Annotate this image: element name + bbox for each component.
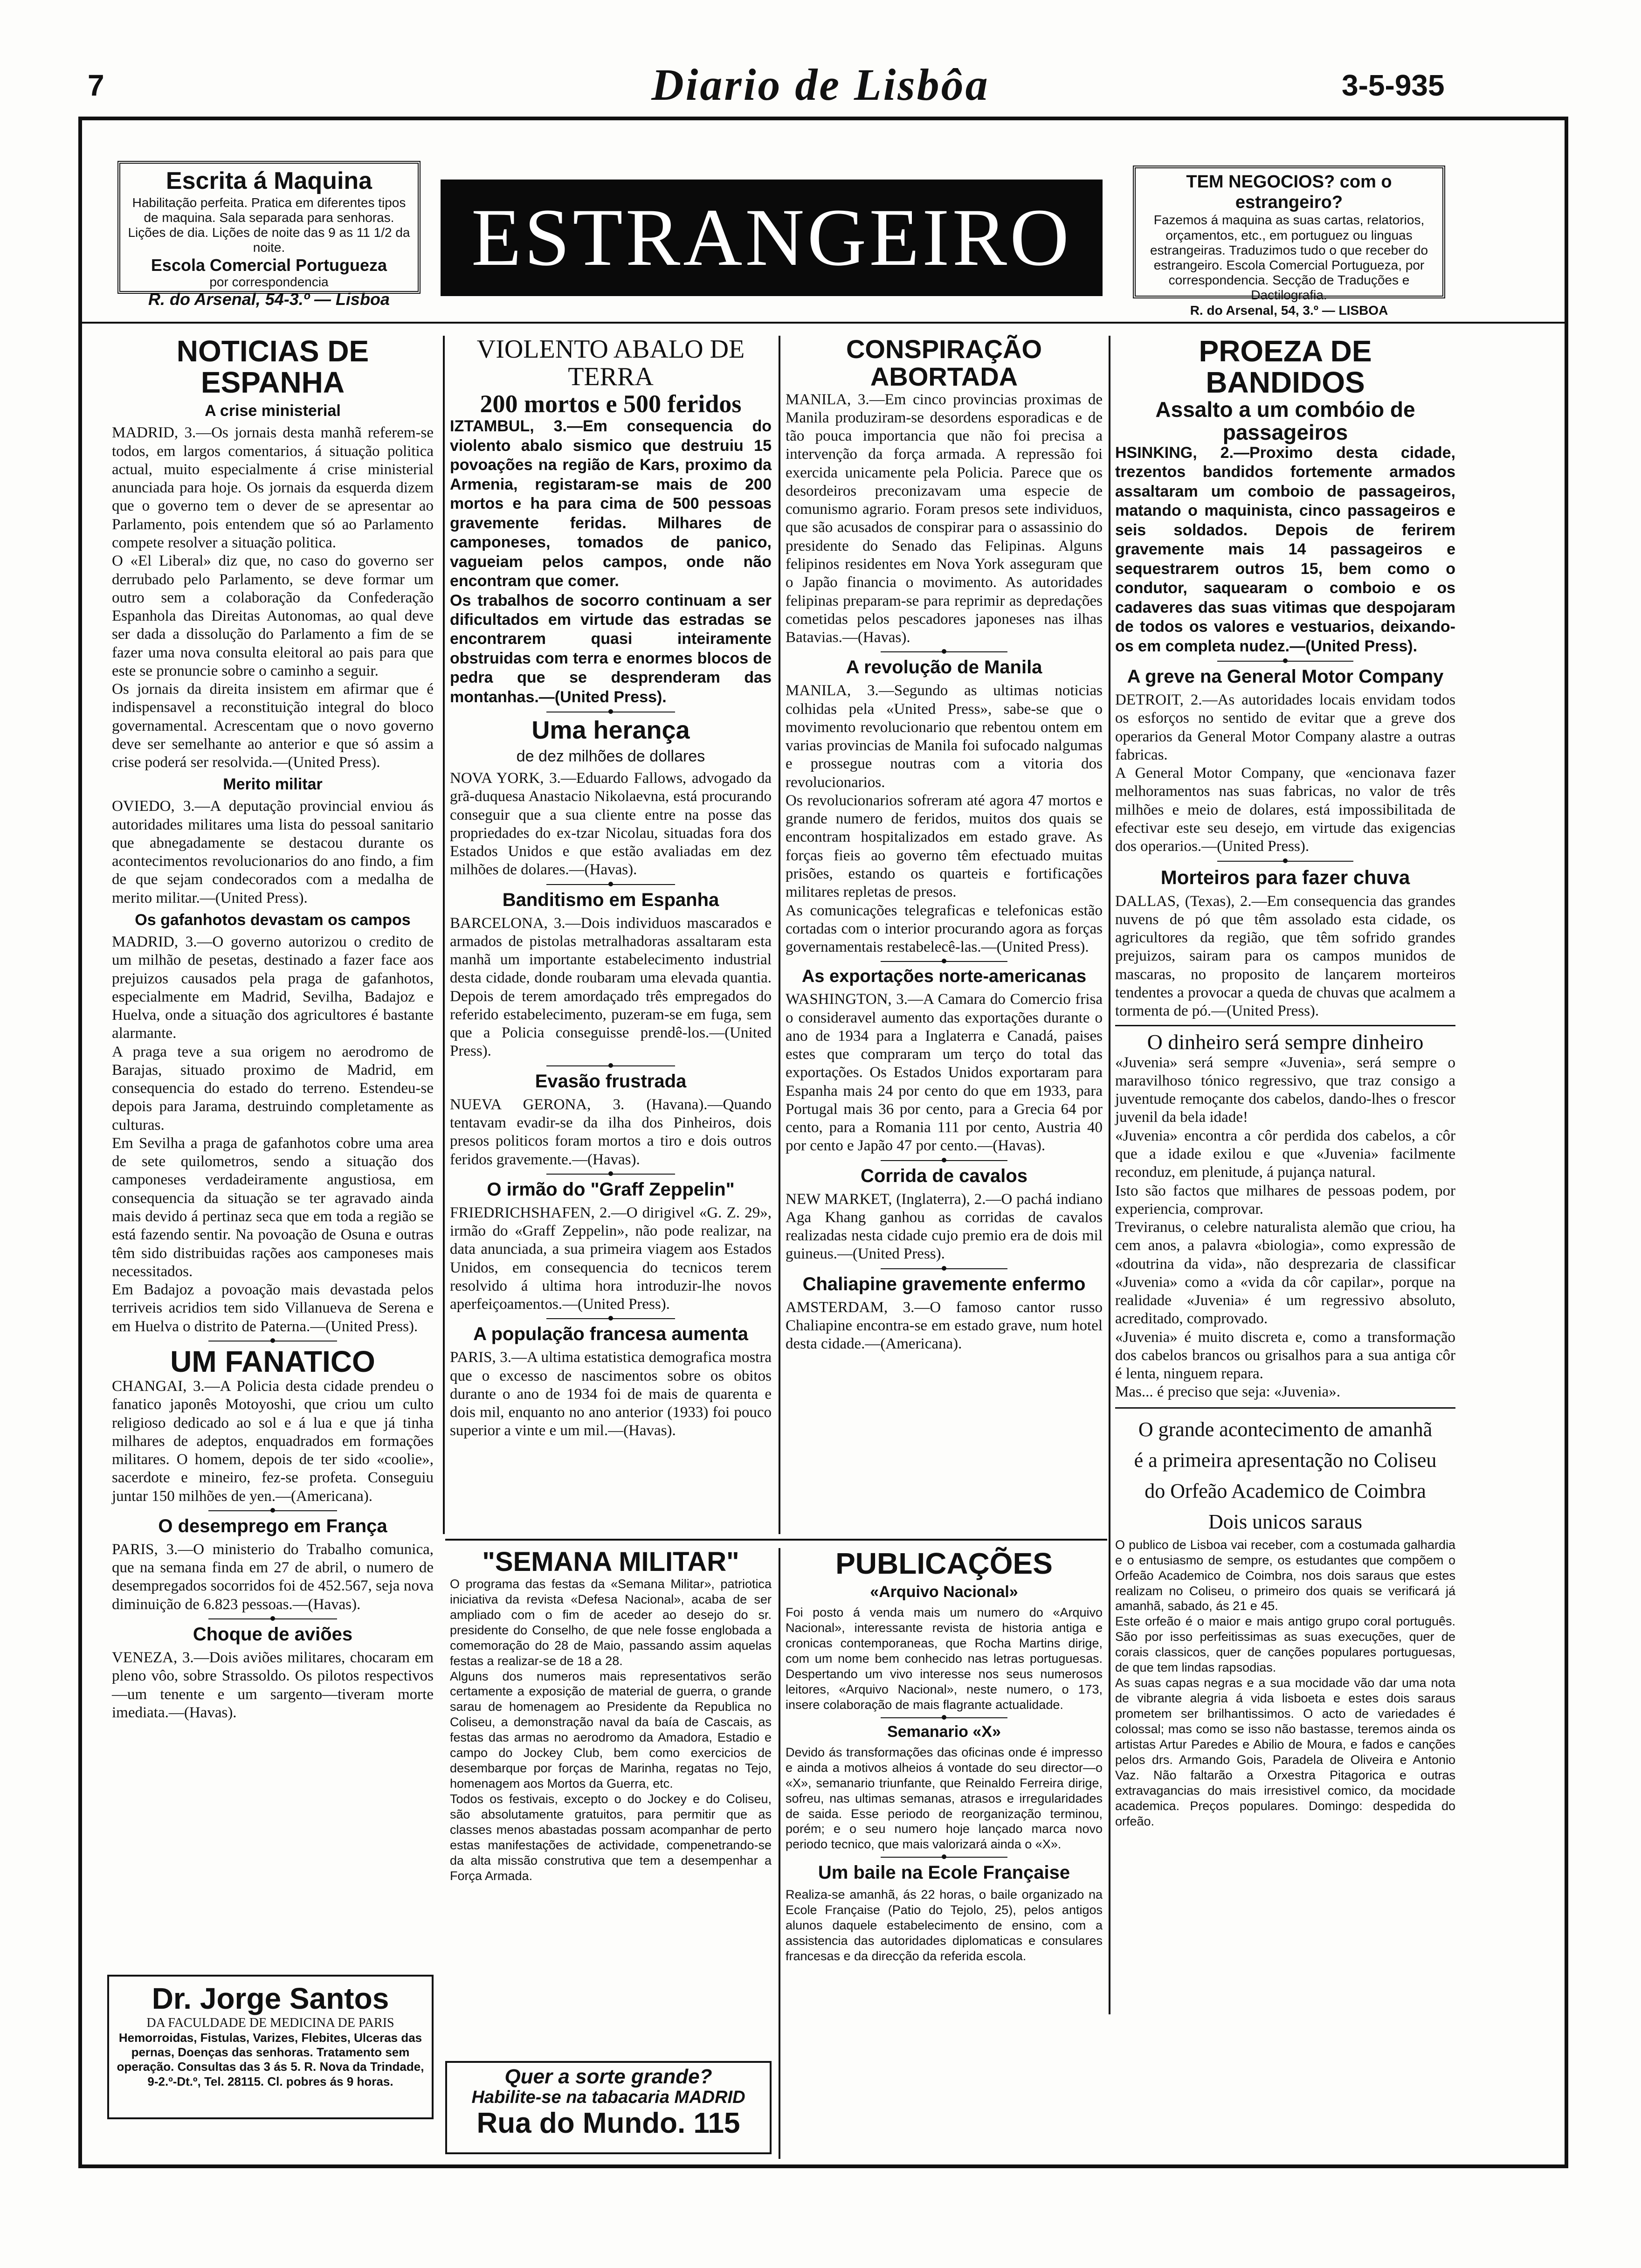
article-text: NEW MARKET, (Inglaterra), 2.—O pachá indiano Aga Khang ganhou as corridas de cavalos realizadas nesta cidade cujo premio era de dois mil guineus.—(United Press). — [786, 1190, 1103, 1263]
ad-line: Habilite-se na tabacaria MADRID — [471, 2088, 745, 2108]
column-rule — [443, 336, 445, 1534]
headline-line: do Orfeão Academico de Coimbra — [1145, 1479, 1426, 1502]
separator — [881, 1268, 1007, 1269]
headline-line: é a primeira apresentação no Coliseu — [1134, 1448, 1437, 1472]
article-text: Todos os festivais, excepto o do Jockey e do Coliseu, são absolutamente gratuitos, para permitir que as classes menos abastadas possam acompanhar de perto estas manifestações de actividade, compenetrando-se da alta missão construtiva que tem a desempenhar a Força Armada. — [450, 1792, 772, 1883]
subheadline: Semanario «X» — [887, 1722, 1001, 1741]
separator — [208, 1618, 337, 1619]
article-text: Mas... é preciso que seja: «Juvenia». — [1115, 1383, 1340, 1401]
ad-name: Dr. Jorge Santos — [152, 1982, 389, 2015]
section-rule — [445, 1539, 1107, 1541]
article-text: As comunicações telegraficas e telefonicas estão cortadas com o interior procurando agora as forças governamentais restabelecê-las.—(United Press). — [786, 902, 1103, 956]
ad-address: R. do Arsenal, 54-3.º — Lisboa — [148, 290, 390, 309]
article-text: «Juvenia» será sempre «Juvenia», será sempre o maravilhoso tónico regressivo, que traz consigo a juventude remoçante dos cabelos, dando-lhes o frescor juvenil da bela idade! — [1115, 1054, 1455, 1126]
column-rule — [779, 1548, 780, 2159]
subheadline: Chaliapine gravemente enfermo — [802, 1273, 1086, 1294]
column-earthquake — [450, 336, 772, 1534]
subheadline: Um baile na Ecole Française — [818, 1862, 1070, 1883]
ad-line: Quer a sorte grande? — [504, 2065, 712, 2088]
column-rule — [1109, 336, 1110, 2014]
article-text: CHANGAI, 3.—A Policia desta cidade prendeu o fanatico japonês Motoyoshi, que criou um culto religioso dedicado ao sol e á lua e que já tinha milhares de adeptos, enquadrados em formações militares. O homem, depois de ter sido «coolie», sacerdote e mineiro, fez-se profeta. Conseguiu juntar 150 milhões de yen.—(Americana). — [112, 1378, 434, 1505]
subheadline: Uma herança — [531, 716, 690, 745]
article-text: WASHINGTON, 3.—A Camara do Comercio frisa o consideravel aumento das exportações durante o ano de 1934 para a Inglaterra e Canadá, paises estes que compraram um terço do total das exportações. Os Estados Unidos exportaram para Espanha mais 24 por cento do que em 1933, para Portugal mais 36 por cento, para a Grecia 64 por cento, para a Romania 111 por cento, Austria 40 por cento e Japão 47 por cento.—(Havas). — [786, 991, 1103, 1155]
article-text: BARCELONA, 3.—Dois individuos mascarados e armados de pistolas metralhadoras assaltaram esta manhã um importante estabelecimento industrial desta cidade, donde roubaram uma elevada quantia. Depois de terem amordaçado três empregados do referido estabelecimento, puzeram-se em fuga, sem que a Policia conseguisse prendê-los.—(United Press). — [450, 914, 772, 1060]
article-text: Os revolucionarios sofreram até agora 47 mortos e grande numero de feridos, muitos dos quais se encontram hospitalizados em estado grave. As forças fieis ao governo têm efectuado muitas prisões, estando os quarteis e fortificações militares repletas de presos. — [786, 792, 1103, 901]
article-text: MANILA, 3.—Segundo as ultimas noticias colhidas pela «United Press», sabe-se que o movimento revolucionario que rebentou ontem em varias provincias de Manila foi sufocado nalgumas e prossegue noutras com a vitoria dos revolucionarios. — [786, 682, 1103, 791]
headline: UM FANATICO — [170, 1344, 375, 1378]
column-conspiracy — [786, 336, 1103, 1534]
subheadline: A revolução de Manila — [846, 657, 1042, 678]
headline: VIOLENTO ABALO DE TERRA — [476, 335, 745, 391]
subheadline: O irmão do "Graff Zeppelin" — [487, 1179, 735, 1200]
article-text: Em Sevilha a praga de gafanhotos cobre uma area de sete quilometros, sendo a situação dos camponeses verdadeiramente angustiosa, em consequencia da situação se ter agravado ainda mais devido á pertinaz seca que em toda a região se está fazendo sentir. Na povoação de Osuna e outras têm sido distribuidas rações aos camponeses mais necessitados. — [112, 1134, 434, 1280]
article-text: A General Motor Company, que «encionava fazer melhoramentos nas suas fabricas, no valor de três milhões e meio de dolares, está impossibilitada de efectivar este seu desejo, em virtude das exigencias dos operarios.—(United Press). — [1115, 765, 1455, 855]
section-banner: ESTRANGEIRO — [441, 180, 1103, 296]
separator — [881, 1160, 1007, 1161]
column-spain-news — [112, 336, 434, 2154]
article-text: Realiza-se amanhã, ás 22 horas, o baile organizado na Ecole Française (Patio do Tejolo, 25), pelos antigos alunos daquele estabelecimento de ensino, com a assistencia das autoridades diplomaticas e consulares francesas e da direcção da referida escola. — [786, 1888, 1103, 1964]
ad-text: Habilitação perfeita. Pratica em diferentes tipos de maquina. Sala separada para senhoras. Lições de dia. Lições de noite das 9 as 11 1/2 da noite. — [128, 195, 410, 255]
article-text: Isto são factos que milhares de pessoas podem, por experiencia, comprovar. — [1115, 1182, 1455, 1217]
subheadline: Assalto a um combóio de passageiros — [1155, 397, 1415, 444]
ad-subtitle: por correspondencia — [209, 274, 329, 289]
headline: NOTICIAS DE ESPANHA — [176, 334, 369, 400]
subheadline: A greve na General Motor Company — [1127, 666, 1444, 687]
headline: CONSPIRAÇÃO ABORTADA — [846, 334, 1042, 391]
article-lede: Os trabalhos de socorro continuam a ser dificultados em virtude das estradas se encontrarem quasi inteiramente obstruidas com terra e enormes blocos de pedra que se desprenderam das montanhas.—(United Press). — [450, 591, 772, 706]
subheadline: O dinheiro será sempre dinheiro — [1147, 1030, 1424, 1054]
article-text: Devido ás transformações das oficinas onde é impresso e ainda a motivos alheios á vontade do seu director—o «X», semanario triunfante, que Reinaldo Ferreira dirige, sofreu, nas ultimas semanas, atrasos e irregularidades de saida. Esse periodo de reorganização terminou, porém; e o seu numero hoje lançado marca novo periodo tecnico, que mais valorizará ainda o «X». — [786, 1745, 1103, 1852]
subheadline: Evasão frustrada — [535, 1071, 687, 1092]
subheadline: O desemprego em França — [158, 1515, 387, 1536]
column-rule — [779, 336, 780, 1534]
separator — [546, 1174, 675, 1175]
article-text: AMSTERDAM, 3.—O famoso cantor russo Chaliapine encontra-se em estado grave, num hotel desta cidade.—(Americana). — [786, 1299, 1103, 1353]
article-text: O publico de Lisboa vai receber, com a costumada galhardia e o entusiasmo de sempre, os estudantes que compõem o Orfeão Academico de Coimbra, nos dois saraus que estes realizam no Coliseu, o primeiro dos quais se verificará já amanhã, sabado, ás 21 e 45. — [1115, 1537, 1455, 1613]
article-text: VENEZA, 3.—Dois aviões militares, chocaram em pleno vôo, sobre Strassoldo. Os pilotos respectivos—um tenente e um sargento—tiveram morte imediata.—(Havas). — [112, 1649, 434, 1721]
article-text: PARIS, 3.—O ministerio do Trabalho comunica, que na semana finda em 27 de abril, o numero de desempregados socorridos foi de 452.567, seja nova diminuição de 6.823 pessoas.—(Havas). — [112, 1541, 434, 1613]
article-text: MADRID, 3.—Os jornais desta manhã referem-se todos, em largos comentarios, á situação politica actual, muito especialmente á crise ministerial anunciada para hoje. Os jornais da esquerda dizem que o governo tem o dever de se apresentar ao Parlamento, pois entendem que só ao Parlamento compete resolver a situação politica. — [112, 424, 434, 551]
article-text: MANILA, 3.—Em cinco provincias proximas de Manila produziram-se desordens esporadicas e de tão pouca importancia que não foi precisa a intervenção da força armada. A repressão foi exercida unicamente pela Policia. Parece que os desordeiros preconizavam uma especie de comunismo agrario. Foram presos sete individuos, que são acusados de conspirar para o assassinio do presidente do Senado das Felipinas. Alguns felipinos residentes em Nova York asseguram que o Japão financia o movimento. As autoridades felipinas preparam-se para reprimir as depredações cometidas pelos pescadores japoneses nas ilhas Batavias.—(Havas). — [786, 391, 1103, 646]
separator — [881, 961, 1007, 962]
separator — [546, 1065, 675, 1066]
ad-title: Escrita á Maquina — [165, 167, 372, 194]
divider — [1115, 1407, 1455, 1409]
divider — [1115, 1025, 1455, 1026]
article-text: O «El Liberal» diz que, no caso do governo ser derrubado pelo Parlamento, se deve formar um outro sem a colaboração da Confederação Espanhola das Direitas Autonomas, ao qual deve ser dada a dissolução do Parlamento a fim de se fazer uma nova consulta eleitoral ao pais para que este se pronuncie sobre o caminho a seguir. — [112, 553, 434, 679]
subheadline: A população francesa aumenta — [473, 1324, 748, 1345]
article-text: «Juvenia» encontra a côr perdida dos cabelos, a côr que a idade exilou e que «Juvenia» facilmente reconduz, em plenitude, á pujança natural. — [1115, 1127, 1455, 1181]
article-text: FRIEDRICHSHAFEN, 2.—O dirigivel «G. Z. 29», irmão do «Graff Zeppelin», não pode realizar, na data anunciada, a sua primeira viagem aos Estados Unidos, em consequencia do tecnicos terem resolvido á ultima hora introduzir-lhe novos aperfeiçoamentos.—(United Press). — [450, 1204, 772, 1313]
article-text: A praga teve a sua origem no aerodromo de Barajas, situado proximo de Madrid, em consequencia do estado do terreno. Estendeu-se depois para Jarama, destruindo completamente as culturas. — [112, 1043, 434, 1134]
headline-line: O grande acontecimento de amanhã — [1138, 1418, 1433, 1441]
subheadline-small: de dez milhões de dollares — [516, 747, 705, 765]
ad-school-name: Escola Comercial Portugueza — [151, 255, 387, 275]
article-text: DALLAS, (Texas), 2.—Em consequencia das grandes nuvens de pó que têm assolado esta cidade, os agricultores da região, que têm sofrido grandes prejuizos, sairam para os campos munidos de mascaras, no proposito de lançarem morteiros tendentes a provocar a queda de chuvas que acalmem a tormenta de pó.—(United Press). — [1115, 892, 1455, 1020]
subheadline: Morteiros para fazer chuva — [1160, 866, 1410, 888]
separator — [881, 651, 1007, 652]
masthead-title: Diario de Lisbôa — [651, 60, 990, 110]
subheadline: As exportações norte-americanas — [801, 967, 1087, 987]
subheadline: A crise ministerial — [205, 402, 341, 420]
subheadline: Choque de aviões — [193, 1624, 353, 1645]
column-bandits — [1115, 336, 1455, 2154]
translation-ad — [1133, 166, 1445, 318]
ad-address: R. do Arsenal, 54, 3.º — LISBOA — [1190, 303, 1388, 318]
separator — [1217, 661, 1353, 662]
headline: PUBLICAÇÕES — [835, 1547, 1053, 1580]
article-text: Os jornais da direita insistem em afirmar que é indispensavel a reconstituição integral do bloco governamental. Acrescentam que o novo governo deve ser semelhante ao anterior e que só assim a crise poderá ser resolvida.—(United Press). — [112, 681, 434, 771]
article-text: Este orfeão é o maior e mais antigo grupo coral português. São por isso perfeitissimas as suas execuções, quer de corais classicos, quer de canções populares portuguesas, de que tem lindas rapsodias. — [1115, 1614, 1455, 1675]
article-text: NOVA YORK, 3.—Eduardo Fallows, advogado da grã-duquesa Anastacio Nikolaevna, está procurando conseguir que a sua cliente entre na posse das propriedades do ex-tzar Nicolau, situadas fora dos Estados Unidos e que estão avaliadas em dez milhões de dolares.—(Havas). — [450, 770, 772, 878]
article-text: MADRID, 3.—O governo autorizou o credito de um milhão de pesetas, destinado a fazer face aos prejuizos causados pela praga de gafanhotos, especialmente em Madrid, Sevilha, Badajoz e Huelva, onde a situação dos agricultores é bastante alarmante. — [112, 933, 434, 1042]
subheadline: Merito militar — [223, 775, 323, 794]
article-text: O programa das festas da «Semana Militar», patriotica iniciativa da revista «Defesa Nacional», acaba de ser ampliado com o fim de aceder ao desejo do sr. presidente do Conselho, de que nele fosse englobada a comemoração do 28 de Maio, passando assim aquelas festas a realizar-se de 18 a 28. — [450, 1577, 772, 1668]
article-lede: HSINKING, 2.—Proximo desta cidade, trezentos bandidos fortemente armados assaltaram um comboio de passageiros, matando o maquinista, cinco passageiros e seis soldados. Depois de ferirem gravemente mais 14 passageiros e sequestrarem outros 15, bem como o condutor, saquearam o comboio e os cadaveres das suas vitimas que despojaram de todos os valores e vestuarios, deixando-os em completa nudez.—(United Press). — [1115, 443, 1455, 655]
article-text: DETROIT, 2.—As autoridades locais envidam todos os esforços no sentido de evitar que a greve dos operarios da General Motor Company alastre a outras fabricas. — [1115, 691, 1455, 763]
article-lede: IZTAMBUL, 3.—Em consequencia do violento abalo sismico que destruiu 15 povoações na região de Kars, proximo da Armenia, registaram-se mais de 200 mortos e ha para cima de 500 pessoas gravemente feridas. Milhares de camponeses, tomados de panico, vagueiam pelos campos, onde não encontram que comer. — [450, 417, 772, 590]
article-text: Em Badajoz a povoação mais devastada pelos terriveis acridios tem sido Villanueva de Serena e em Huelva o distrito de Paterna.—(United Press). — [112, 1281, 434, 1335]
subheadline: Corrida de cavalos — [861, 1165, 1027, 1186]
ad-subtitle: DA FACULDADE DE MEDICINA DE PARIS — [146, 2016, 394, 2030]
subheadline: Banditismo em Espanha — [502, 889, 719, 910]
typing-school-ad — [117, 161, 421, 309]
separator — [1217, 861, 1353, 862]
top-rule — [82, 322, 1565, 324]
article-text: NUEVA GERONA, 3. (Havana).—Quando tentavam evadir-se da ilha dos Pinheiros, dois presos politicos foram mortos a tiro e dois outros feridos gravemente.—(Havas). — [450, 1096, 772, 1168]
ad-title: TEM NEGOCIOS? com o estrangeiro? — [1186, 172, 1392, 212]
publicacoes-section — [786, 1548, 1103, 2154]
subheadline: Os gafanhotos devastam os campos — [135, 911, 411, 929]
ad-text: Fazemos á maquina as suas cartas, relatorios, orçamentos, etc., em portuguez ou linguas estrangeiras. Traduzimos tudo o que receber do estrangeiro. Escola Comercial Portugueza, por correspondencia. Secção de Traduções e Dactilografia. — [1150, 213, 1428, 303]
separator — [546, 884, 675, 885]
article-text: «Juvenia» é muito discreta e, como a transformação dos cabelos brancos ou grisalhos para a sua antiga côr é lenta, ninguem repara. — [1115, 1328, 1455, 1383]
ad-line: Rua do Mundo. 115 — [476, 2107, 740, 2140]
separator — [881, 1857, 1007, 1858]
separator — [881, 1717, 1007, 1718]
article-text: Alguns dos numeros mais representativos serão certamente a exposição de material de guerra, o grande sarau de homenagem ao Presidente da Republica no Coliseu, a demonstração naval da baía de Cascais, as festas das armas no aerodromo da Amadora, Estadio e campo do Jockey Club, bem como exercicios de desembarque por forças de Marinha, regatas no Tejo, homenagem aos Mortos da Guerra, etc. — [450, 1669, 772, 1791]
subheadline: «Arquivo Nacional» — [870, 1583, 1018, 1601]
article-text: Treviranus, o celebre naturalista alemão que criou, ha cem anos, a palavra «biologia», como expressão de «doutrina da vida», não desprezaria de classificar «Juvenia» como a «vida da côr capilar», porque na realidade «Juvenia» é um regressivo absoluto, acreditado, comprovado. — [1115, 1219, 1455, 1328]
page-number: 7 — [88, 69, 104, 102]
separator — [546, 1318, 675, 1319]
article-text: As suas capas negras e a sua mocidade vão dar uma nota de vibrante alegria á vida lisboeta e estes dois saraus prometem ser brilhantissimos. O acto de variedades é colossal; mas como se isso não bastasse, teremos ainda os artistas Artur Paredes e Abilio de Moura, e fados e canções pelos drs. Armando Gois, Paradela de Oliveira e Antonio Vaz. Não faltarão a Orxestra Pitagorica e outras extravagancias do mais irresistivel comico, da mocidade academica. Preços populares. Domingo: despedida do orfeão. — [1115, 1676, 1455, 1828]
article-text: PARIS, 3.—A ultima estatistica demografica mostra que o excesso de nascimentos sobre os obitos durante o ano de 1934 foi de mais de quarenta e dois mil, enquanto no ano anterior (1933) foi pouco superior a vinte e um mil.—(Havas). — [450, 1349, 772, 1439]
article-text: OVIEDO, 3.—A deputação provincial enviou ás autoridades militares uma lista do pessoal sanitario que abnegadamente se destacou durante os acontecimentos revolucionarios do ano findo, a fim de que sejam condecorados com a medalha de merito militar.—(United Press). — [112, 798, 434, 906]
issue-date: 3-5-935 — [1342, 69, 1445, 102]
article-text: Foi posto á venda mais um numero do «Arquivo Nacional», interessante revista de historia antiga e cronicas contemporaneas, que Rocha Martins dirige, com um nome bem conhecido nas letras portuguesas. Despertando um vivo interesse nos seus numerosos leitores, «Arquivo Nacional», neste numero, o 173, insere colaboração de mais flagrante actualidade. — [786, 1605, 1103, 1712]
doctor-ad — [107, 1975, 434, 2119]
lottery-ad — [445, 2061, 772, 2154]
ad-text: Hemorroidas, Fistulas, Varizes, Flebites, Ulceras das pernas, Doenças das senhoras. Tratamento sem operação. Consultas das 3 ás 5. R. Nova da Trindade, 9-2.º-Dt.º, Tel. 28115. Cl. pobres ás 9 horas. — [117, 2031, 424, 2088]
headline-line: Dois unicos saraus — [1208, 1510, 1362, 1533]
headline: "SEMANA MILITAR" — [482, 1547, 739, 1577]
headline: PROEZA DE BANDIDOS — [1199, 334, 1372, 400]
separator — [208, 1510, 337, 1511]
subheadline: 200 mortos e 500 feridos — [480, 389, 742, 418]
